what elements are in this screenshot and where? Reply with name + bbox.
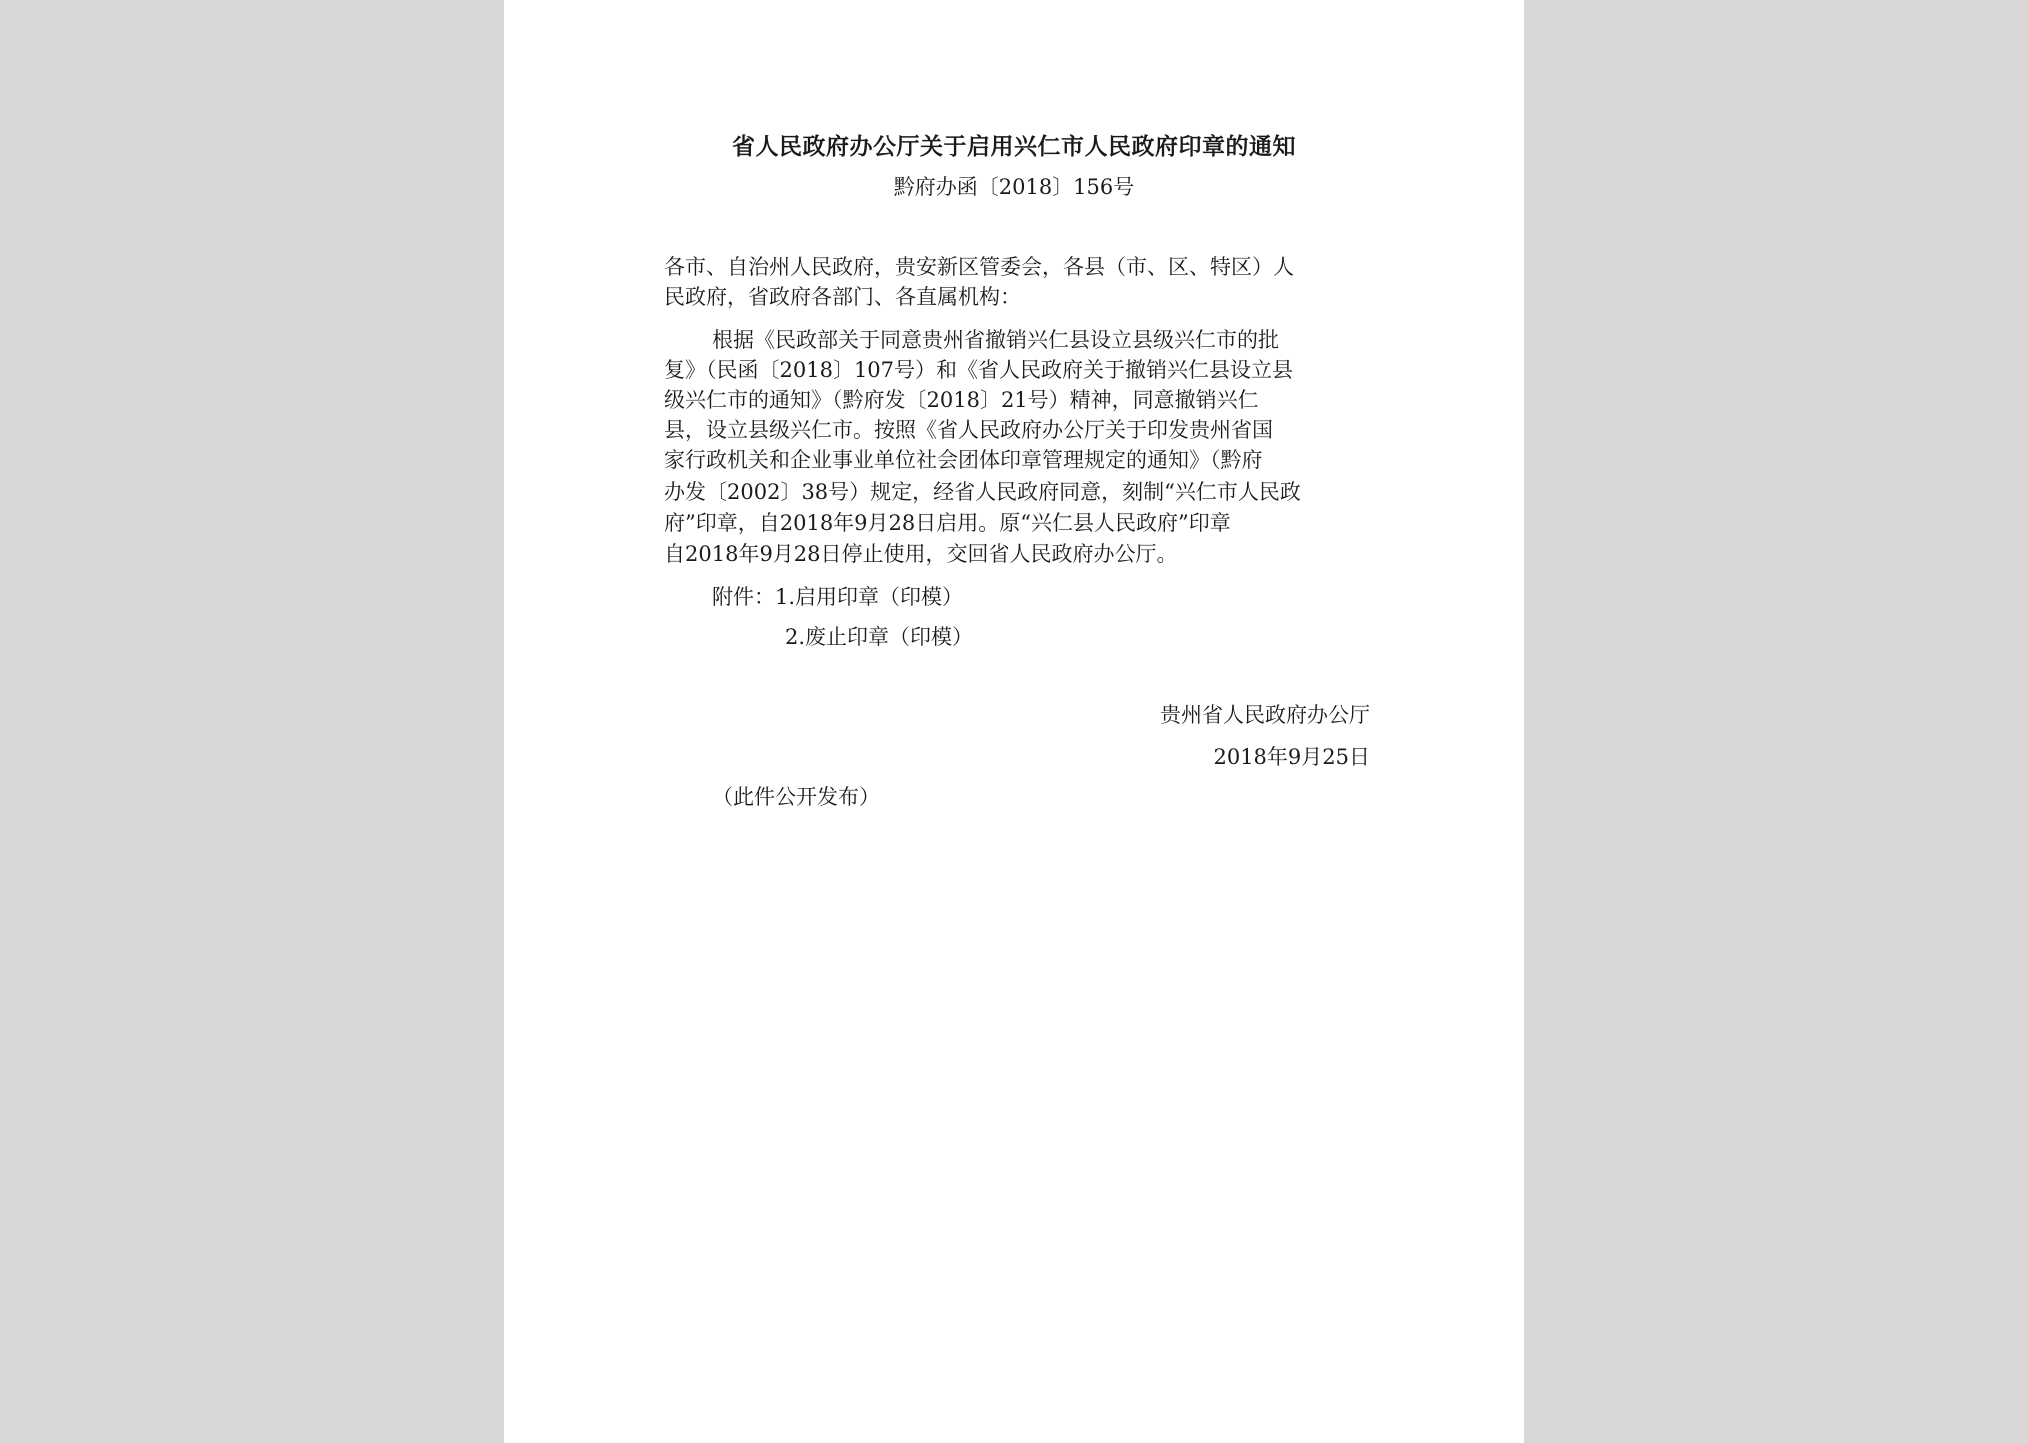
recipients-line-2: 民政府，省政府各部门、各直属机构： [664, 285, 1021, 309]
body-line-2: 复》（民函〔2018〕107号）和《省人民政府关于撤销兴仁县设立县 [664, 358, 1294, 382]
document-number: 黔府办函〔2018〕156号 [893, 175, 1135, 199]
body-line-7: 府”印章，自2018年9月28日启用。原“兴仁县人民政府”印章 [664, 511, 1231, 535]
body-line-4: 县，设立县级兴仁市。按照《省人民政府办公厅关于印发贵州省国 [664, 418, 1273, 442]
attachment-line-2: 2.废止印章（印模） [785, 625, 974, 649]
document-title: 省人民政府办公厅关于启用兴仁市人民政府印章的通知 [732, 133, 1296, 160]
body-line-8: 自2018年9月28日停止使用，交回省人民政府办公厅。 [664, 542, 1178, 566]
body-line-6: 办发〔2002〕38号）规定，经省人民政府同意，刻制“兴仁市人民政 [664, 480, 1301, 504]
body-line-3: 级兴仁市的通知》（黔府发〔2018〕21号）精神，同意撤销兴仁 [664, 388, 1259, 412]
body-line-5: 家行政机关和企业事业单位社会团体印章管理规定的通知》（黔府 [664, 448, 1263, 472]
body-line-1: 根据《民政部关于同意贵州省撤销兴仁县设立县级兴仁市的批 [712, 328, 1279, 352]
document-page [504, 0, 1524, 1443]
issue-date: 2018年9月25日 [1213, 745, 1370, 769]
publication-note: （此件公开发布） [712, 785, 880, 809]
recipients-line-1: 各市、自治州人民政府，贵安新区管委会，各县（市、区、特区）人 [664, 255, 1294, 279]
attachment-line-1: 附件：1.启用印章（印模） [712, 585, 964, 609]
issuer: 贵州省人民政府办公厅 [1160, 703, 1370, 727]
